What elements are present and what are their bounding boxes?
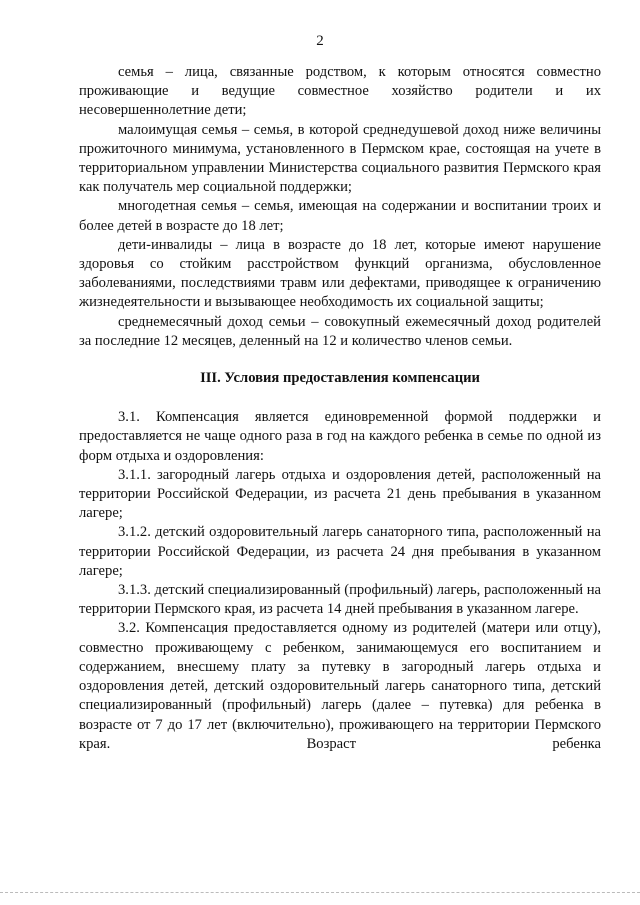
definition-large-family: многодетная семья – семья, имеющая на содержании и воспитании троих и более детей в возрасте до 18 лет; [79,198,601,234]
definition-family: семья – лица, связанные родством, к которым относятся совместно проживающие и ведущие совместное хозяйство родители и их несовершеннолетние дети; [79,64,601,119]
paragraph-3-1-1: 3.1.1. загородный лагерь отдыха и оздоровления детей, расположенный на территории Российской Федерации, из расчета 21 день пребывания в указанном лагере; [79,466,601,522]
paragraph-3-1: 3.1. Компенсация является единовременной формой поддержки и предоставляется не чаще одного раза в год на каждого ребенка в семье по одной из форм отдыха и оздоровления: [79,409,601,464]
definition-low-income-family: малоимущая семья – семья, в которой среднедушевой доход ниже величины прожиточного минимума, установленного в Пермском крае, состоящая на учете в территориальном управлении Министерства социального развития Пермского края как получатель мер социальной поддержки; [79,121,601,196]
document-body [79,63,601,754]
section-heading: III. Условия предоставления компенсации [200,370,480,387]
paragraph-3-1-3: 3.1.3. детский специализированный (профильный) лагерь, расположенный на территории Пермского края, из расчета 14 дней пребывания в указанном лагере. [79,582,601,618]
paragraph-3-2: 3.2. Компенсация предоставляется одному из родителей (матери или отцу), совместно проживающему с ребенком, занимающемуся его воспитанием и содержанием, внесшему плату за путевку в загородный лагерь отдыха и оздоровления детей, детский оздоровительный лагерь санаторного типа, детский специализированный (профильный) лагерь (далее – путевка) для ребенка в возрасте от 7 до 17 лет (включительно), проживающего на территории Пермского края. Возраст ребенка [79,620,601,752]
page-number: 2 [316,33,324,49]
definition-average-monthly-income: среднемесячный доход семьи – совокупный ежемесячный доход родителей за последние 12 месяцев, деленный на 12 и количество членов семьи. [79,313,601,349]
page-bottom-edge [0,892,640,893]
paragraph-3-1-2: 3.1.2. детский оздоровительный лагерь санаторного типа, расположенный на территории Российской Федерации, из расчета 24 дня пребывания в указанном лагере; [79,524,601,579]
definition-disabled-children: дети-инвалиды – лица в возрасте до 18 лет, которые имеют нарушение здоровья со стойким расстройством функций организма, обусловленное заболеваниями, последствиями травм или дефектами, приводящее к ограничению жизнедеятельности и вызывающее необходимость их социальной защиты; [79,236,601,311]
